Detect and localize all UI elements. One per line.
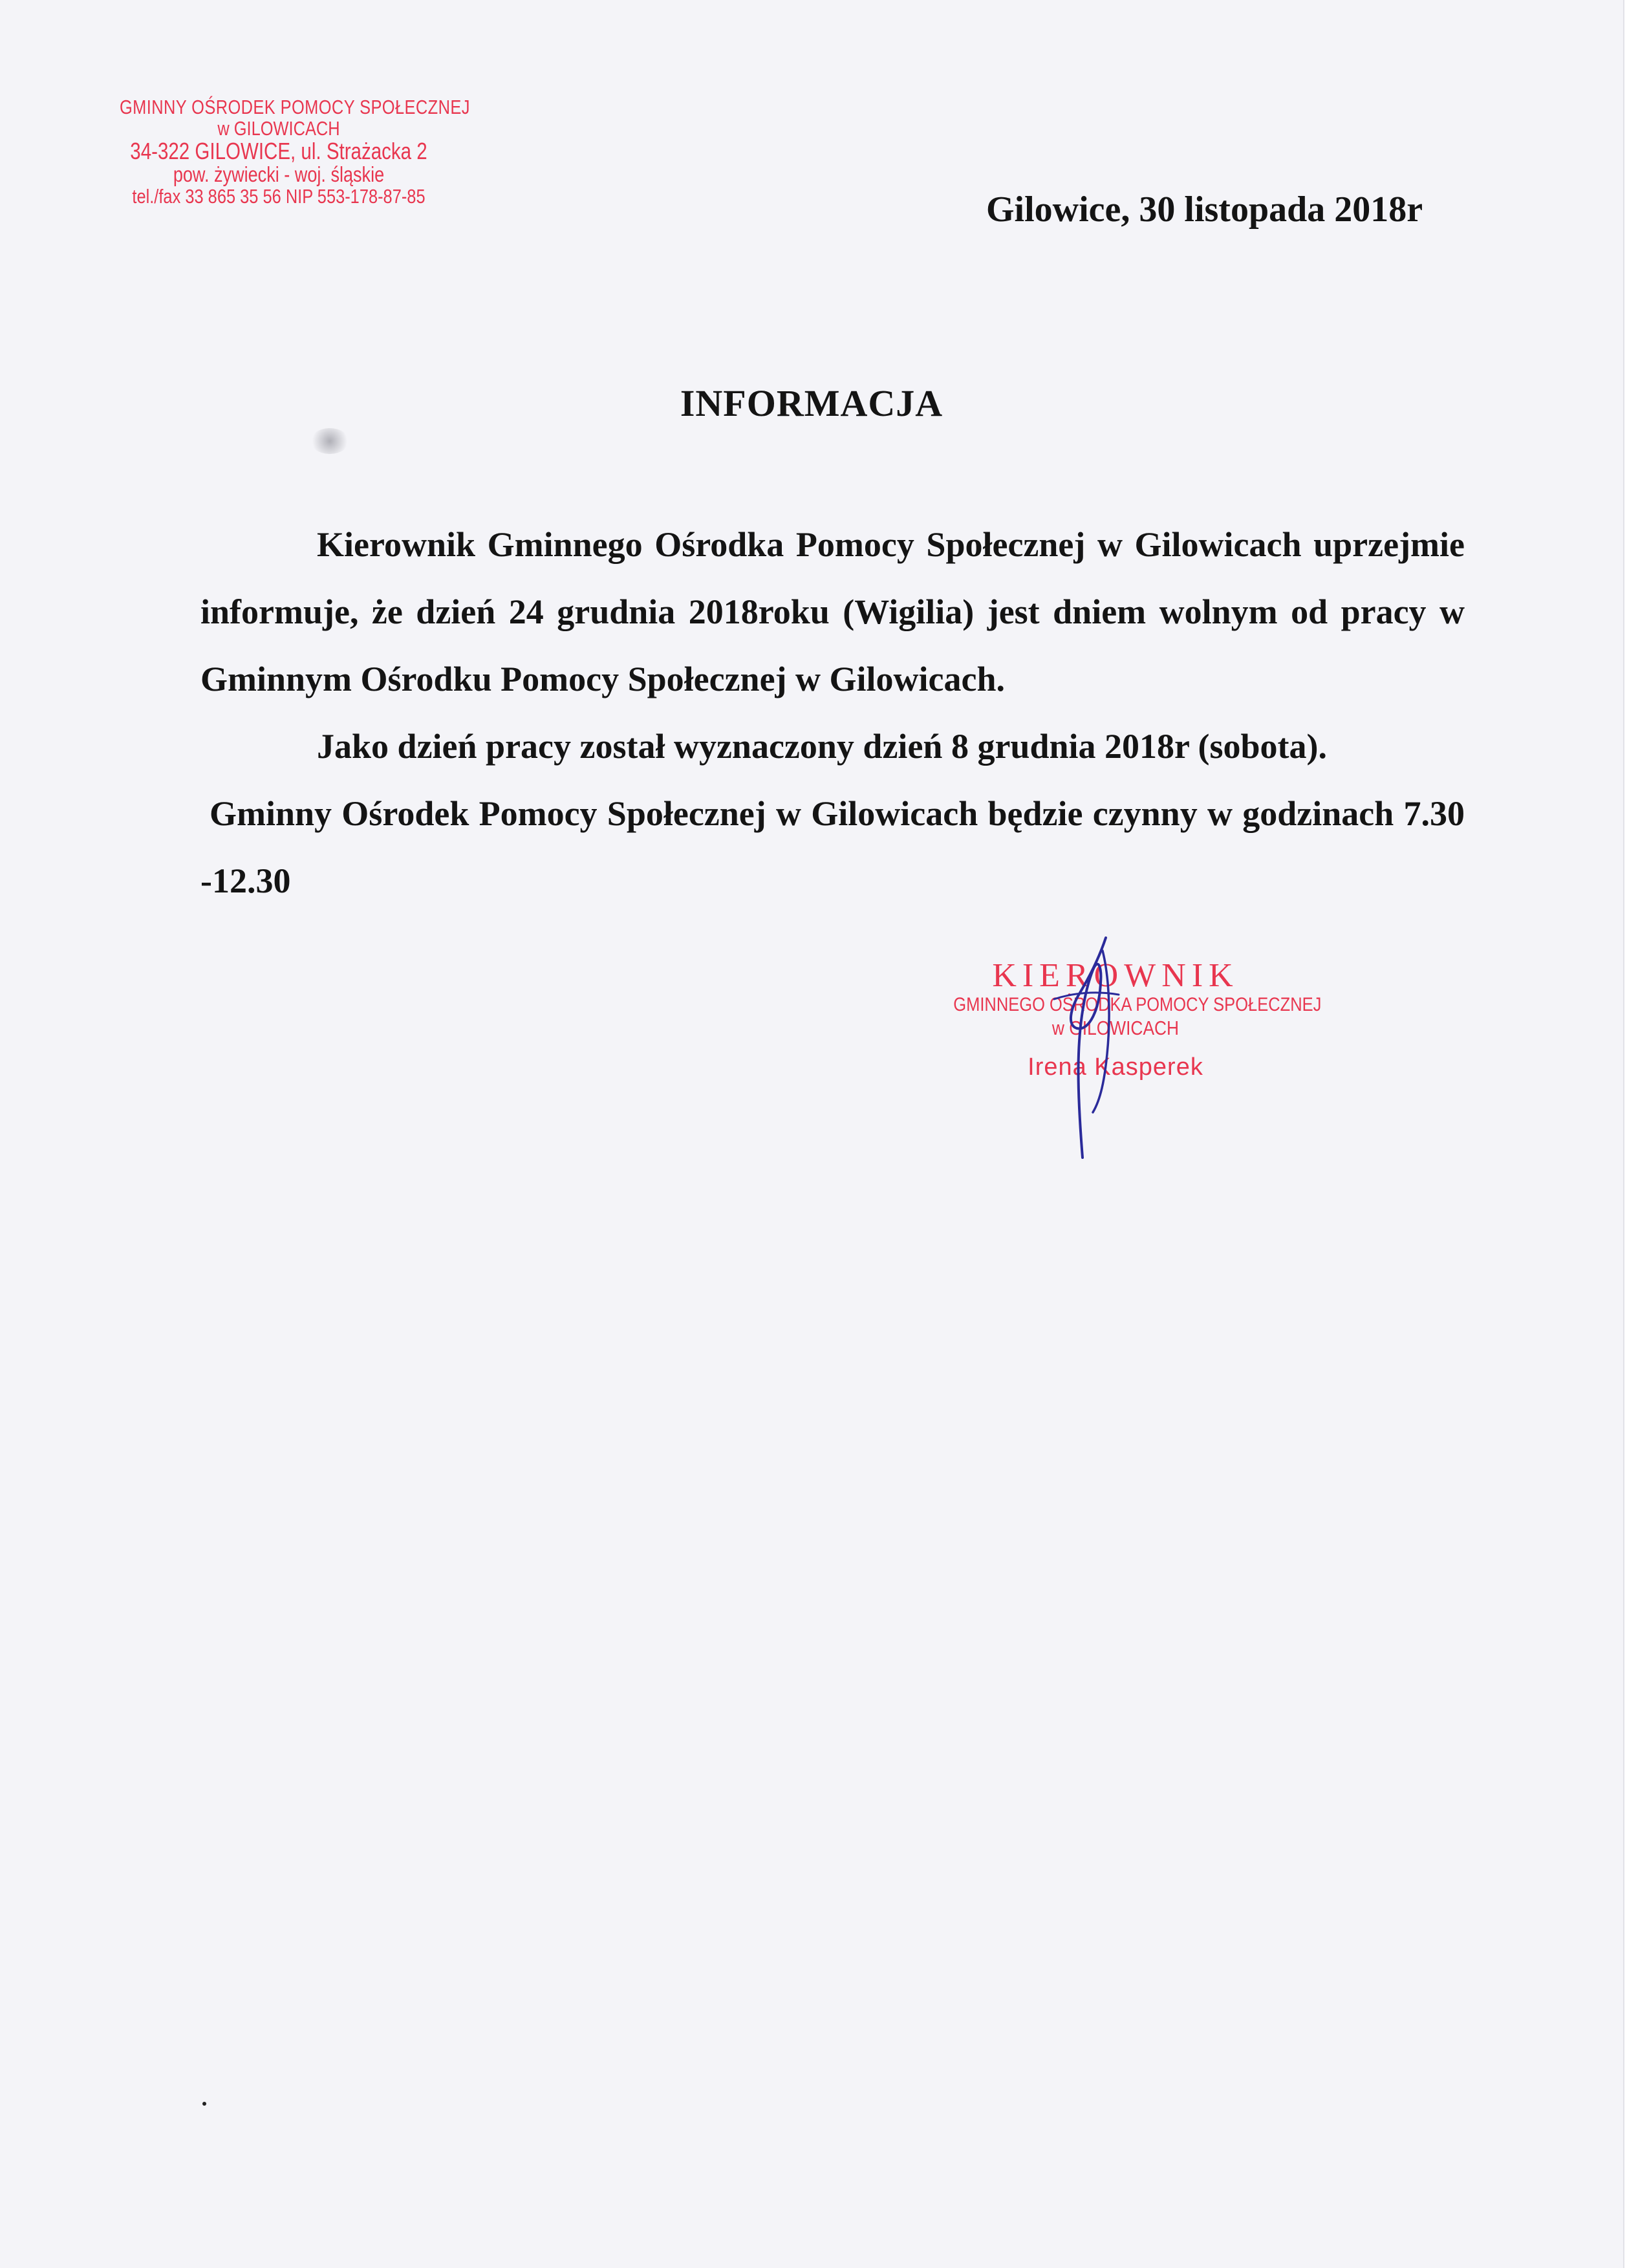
stamp-line-city: w GILOWICACH: [217, 116, 340, 140]
document-title: INFORMACJA: [680, 382, 943, 424]
stamp-line-address: 34-322 GILOWICE, ul. Strażacka 2: [130, 138, 427, 165]
stamp-line-contact: tel./fax 33 865 35 56 NIP 553-178-87-85: [132, 184, 426, 208]
stamp-line-name: GMINNY OŚRODEK POMOCY SPOŁECZNEJ: [120, 96, 470, 118]
stamp-role: KIEROWNIK: [992, 957, 1239, 994]
institution-stamp: [120, 96, 470, 208]
stamp-organization: GMINNEGO OŚRODKA POMOCY SPOŁECZNEJ: [953, 994, 1322, 1016]
document-date: Gilowice, 30 listopada 2018r: [986, 189, 1423, 230]
stamp-line-region: pow. żywiecki - woj. śląskie: [173, 162, 385, 186]
paragraph-announcement: Kierownik Gminnego Ośrodka Pomocy Społecznej w Gilowicach uprzejmie informuje, że dzień 24 grudnia 2018roku (Wigilia) jest dniem wolnym od pracy w Gminnym Ośrodku Pomocy Społecznej w Gilowicach.: [200, 525, 1465, 698]
speck: [202, 2102, 206, 2106]
handwritten-signature: [1028, 931, 1132, 1164]
document-body: [200, 511, 1465, 914]
paragraph-workday: Jako dzień pracy został wyznaczony dzień 8 grudnia 2018r (sobota).: [317, 727, 1327, 766]
stamp-signatory-name: Irena Kasperek: [1028, 1053, 1203, 1081]
ink-smudge: [310, 428, 349, 454]
paragraph-hours: Gminny Ośrodek Pomocy Społecznej w Gilowicach będzie czynny w godzinach 7.30 -12.30: [200, 794, 1465, 900]
stamp-place: w GILOWICACH: [1051, 1016, 1180, 1039]
